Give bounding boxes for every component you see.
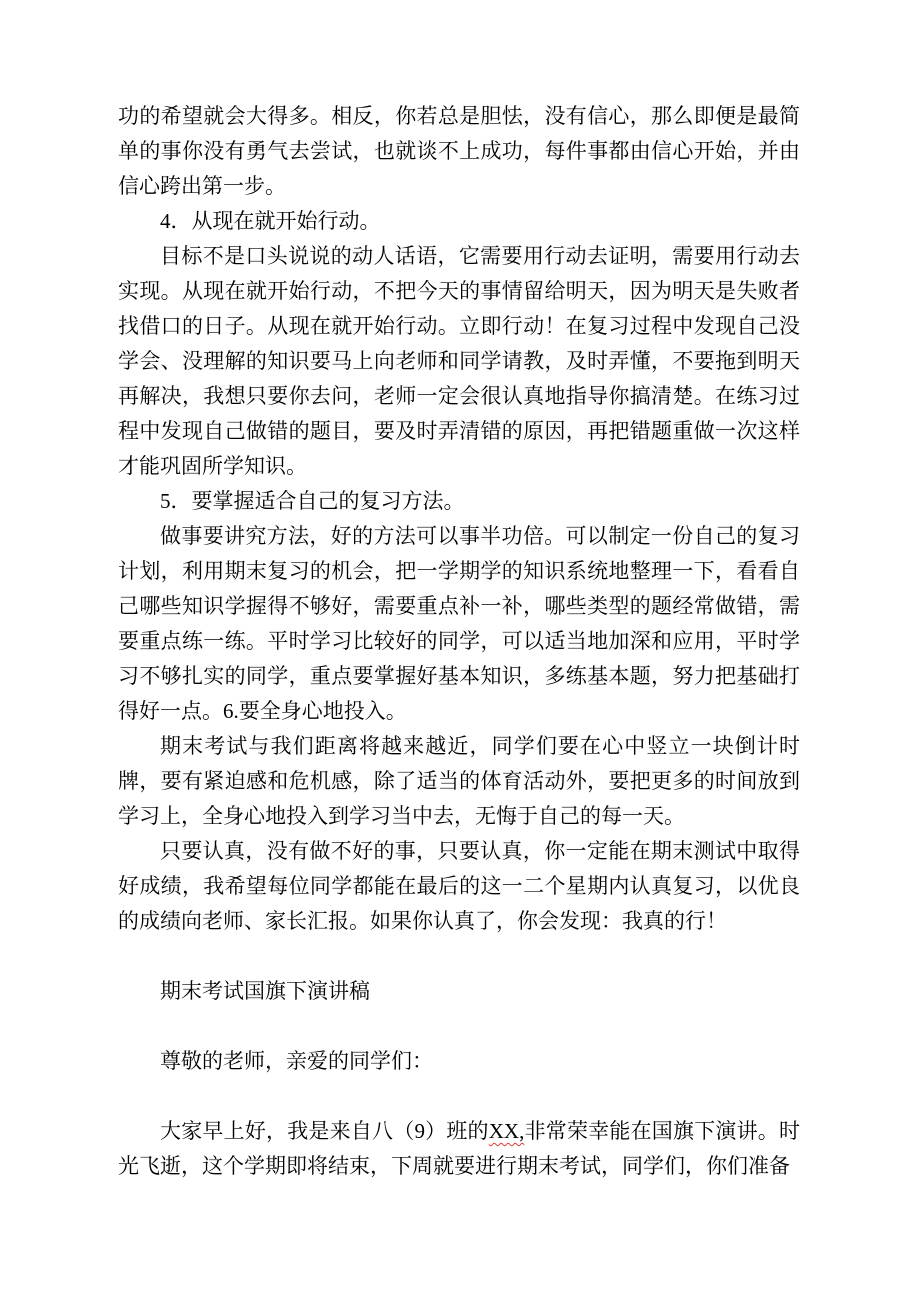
paragraph-continuation: 功的希望就会大得多。相反，你若总是胆怯，没有信心，那么即便是最简单的事你没有勇气去尝试，也就谈不上成功，每件事都由信心开始，并由信心跨出第一步。 bbox=[118, 104, 800, 198]
paragraph: 只要认真，没有做不好的事，只要认真，你一定能在期末测试中取得好成绩，我希望每位同学都能在最后的这一二个星期内认真复习，以优良的成绩向老师、家长汇报。如果你认真了，你会发现：我真的行！ bbox=[118, 839, 800, 933]
document-body bbox=[118, 99, 800, 1184]
paragraph: 做事要讲究方法，好的方法可以事半功倍。可以制定一份自己的复习计划，利用期末复习的机会，把一学期学的知识系统地整理一下，看看自己哪些知识学握得不够好，需要重点补一补，哪些类型的题经常做错，需要重点练一练。平时学习比较好的同学，可以适当地加深和应用，平时学习不够扎实的同学，重点要掌握好基本知识，多练基本题，努力把基础打得好一点。6.要全身心地投入。 bbox=[118, 524, 800, 723]
section-heading-5: 5．要掌握适合自己的复习方法。 bbox=[160, 489, 465, 513]
spellcheck-underlined-text: XX, bbox=[488, 1119, 525, 1143]
salutation: 尊敬的老师，亲爱的同学们： bbox=[160, 1049, 433, 1073]
speech-title: 期末考试国旗下演讲稿 bbox=[160, 979, 370, 1003]
paragraph-closing bbox=[118, 1114, 800, 1184]
section-heading-4: 4．从现在就开始行动。 bbox=[160, 209, 381, 233]
paragraph: 目标不是口头说说的动人话语，它需要用行动去证明，需要用行动去实现。从现在就开始行动，不把今天的事情留给明天，因为明天是失败者找借口的日子。从现在就开始行动。立即行动！在复习过程中发现自己没学会、没理解的知识要马上向老师和同学请教，及时弄懂，不要拖到明天再解决，我想只要你去问，老师一定会很认真地指导你搞清楚。在练习过程中发现自己做错的题目，要及时弄清错的原因，再把错题重做一次这样才能巩固所学知识。 bbox=[118, 244, 800, 478]
paragraph: 期末考试与我们距离将越来越近，同学们要在心中竖立一块倒计时牌，要有紧迫感和危机感，除了适当的体育活动外，要把更多的时间放到学习上，全身心地投入到学习当中去，无悔于自己的每一天。 bbox=[118, 734, 800, 828]
closing-text-before: 大家早上好，我是来自八（9）班的 bbox=[160, 1119, 489, 1143]
closing-text-after: 非常荣幸能在国旗下演讲。时光飞逝，这个学期即将结束，下周就要进行期末考试，同学们，你们准备 bbox=[118, 1119, 801, 1178]
